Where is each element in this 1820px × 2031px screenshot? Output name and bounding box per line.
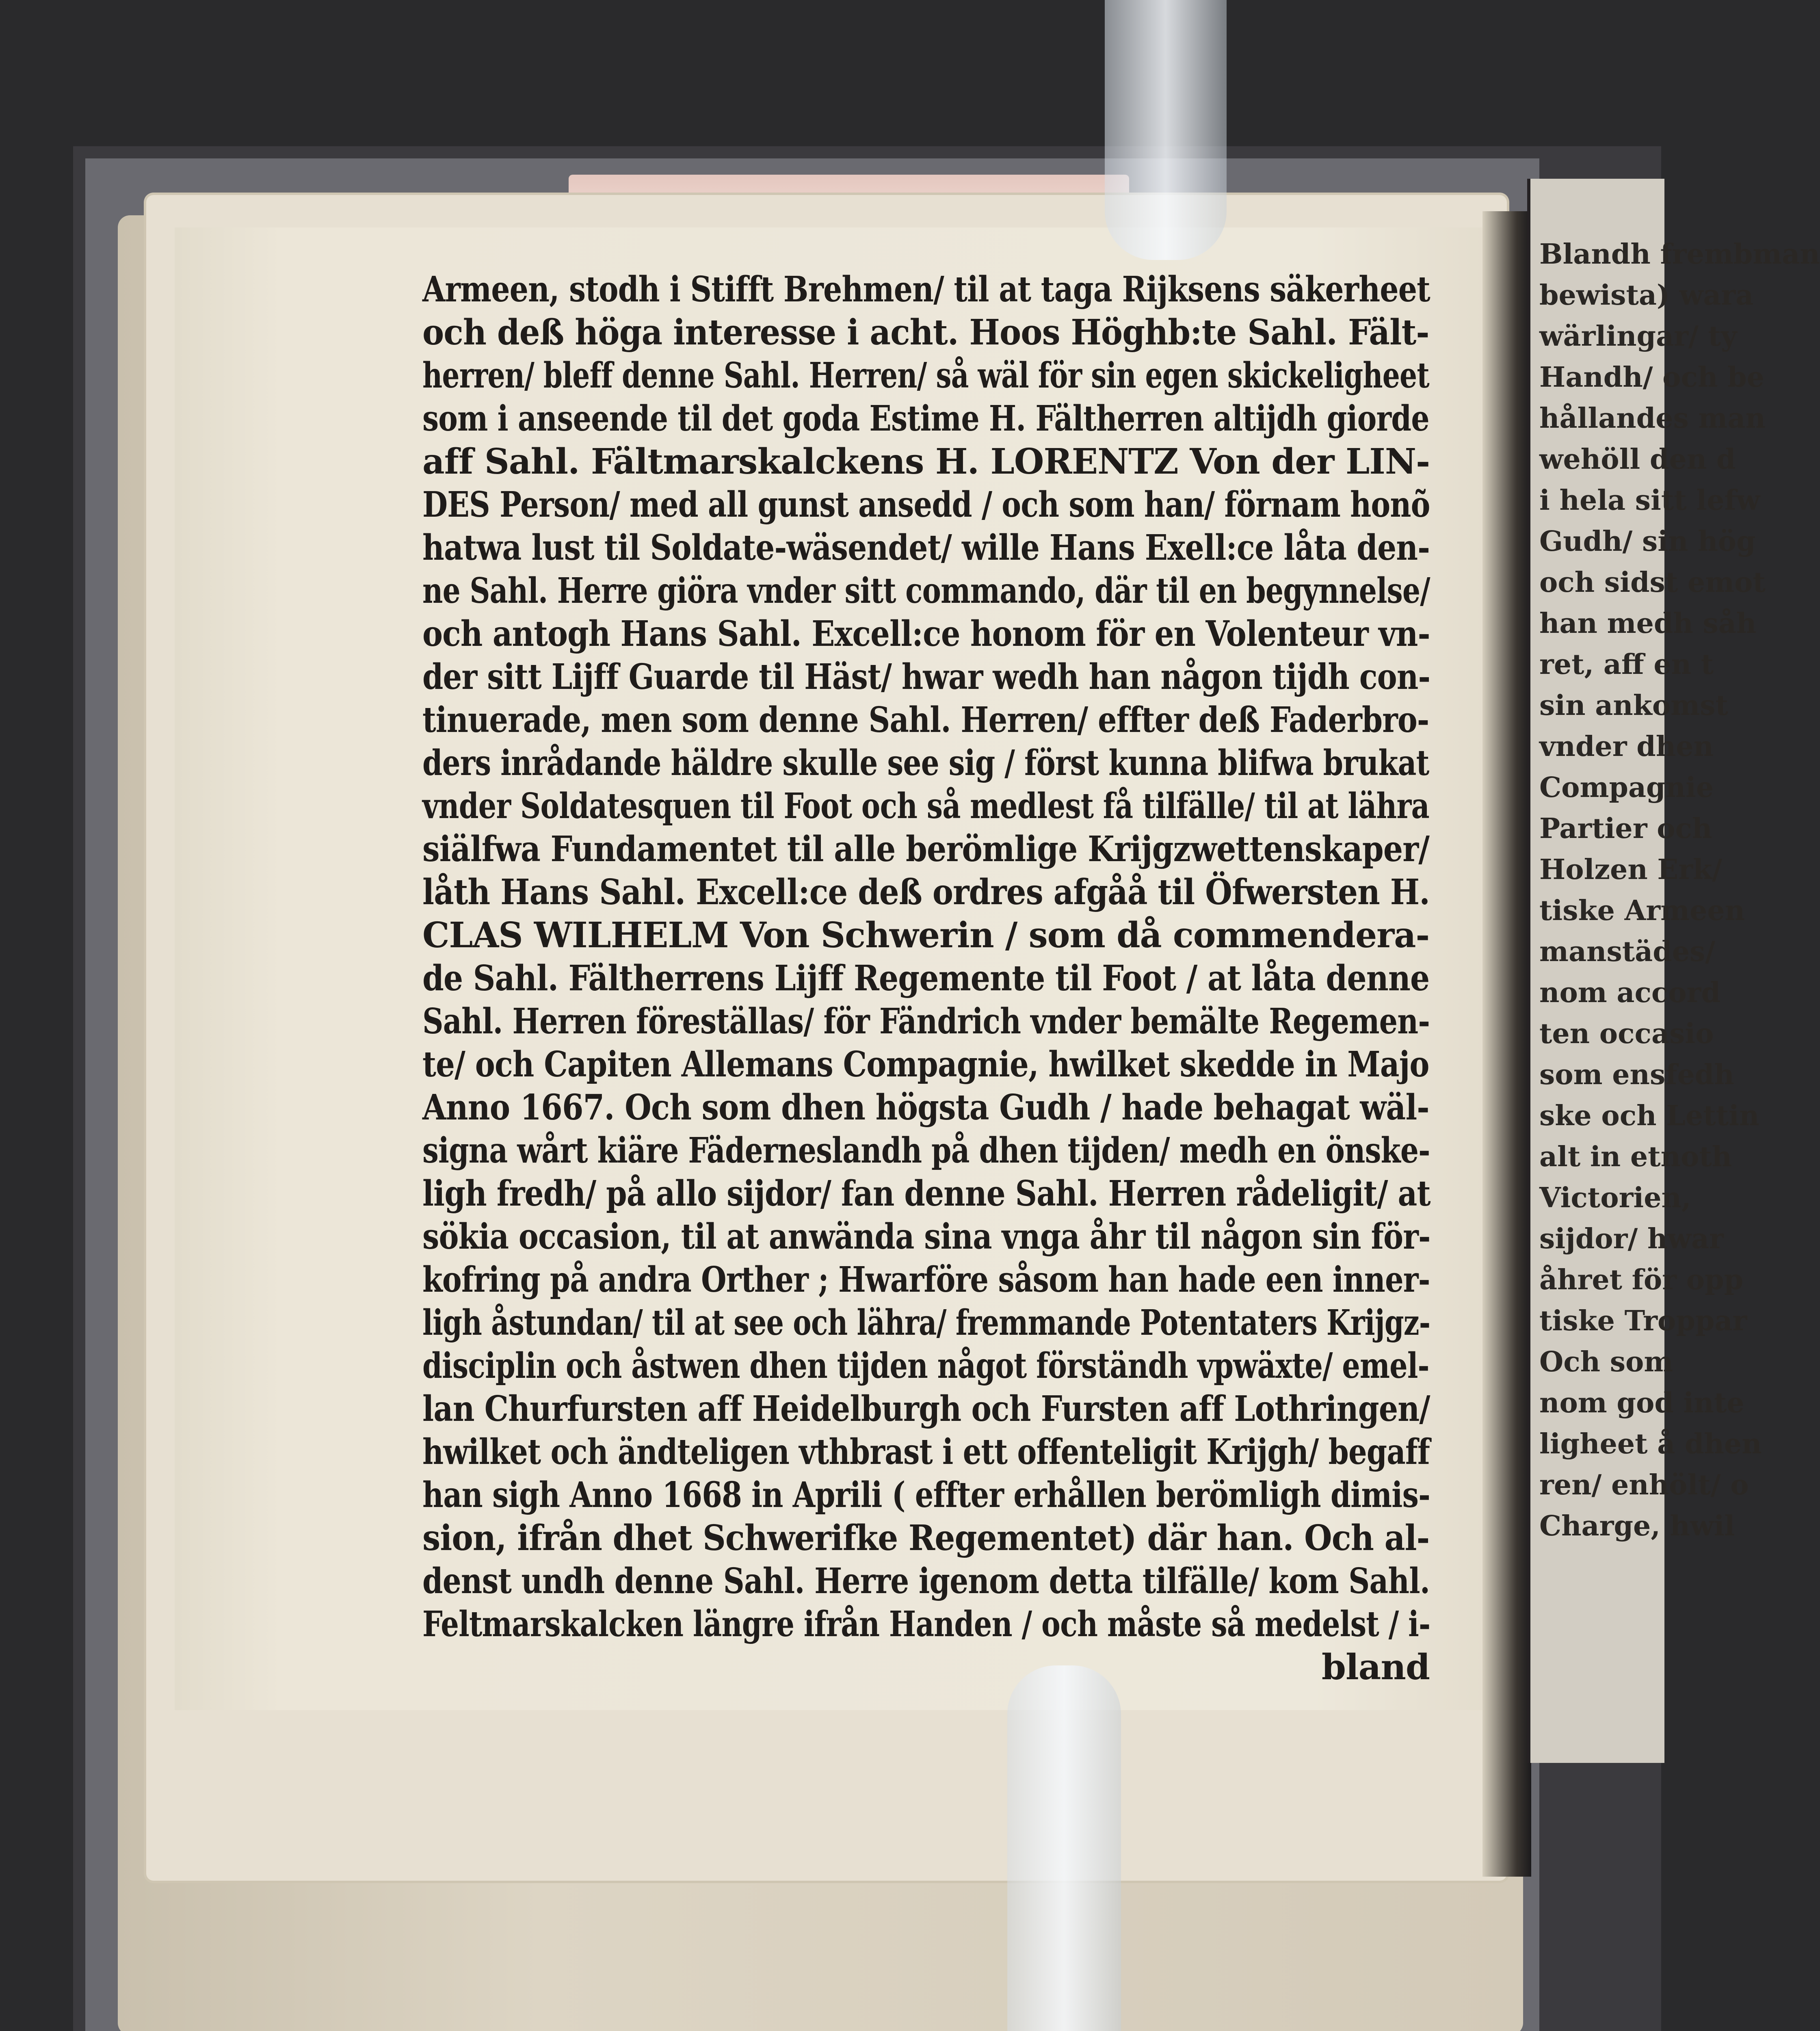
text-line: signa wårt kiäre Fäderneslandh på dhen tijden/ medh en önske- xyxy=(422,1130,1430,1171)
text-line: lan Churfursten aff Heidelburgh och Fursten aff Lothringen/ xyxy=(422,1388,1430,1429)
facing-text-line: manstädes/ xyxy=(1539,935,1716,968)
text-line: och deß höga interesse i acht. Hoos Höghb:te Sahl. Fält- xyxy=(422,312,1429,353)
facing-text-line: vnder dhen xyxy=(1539,730,1714,763)
facing-text-line: tiske Armeen xyxy=(1539,894,1745,927)
text-line: sökia occasion, til at anwända sina vnga åhr til någon sin för- xyxy=(422,1216,1430,1257)
text-line: denst undh denne Sahl. Herre igenom detta tilfälle/ kom Sahl. xyxy=(422,1561,1430,1602)
facing-text-line: nom accord xyxy=(1539,977,1721,1009)
facing-text-line: i hela sitt lefw xyxy=(1539,484,1760,517)
facing-text-line: tiske Troppar xyxy=(1539,1305,1747,1337)
text-line: kofring på andra Orther ; Hwarföre såsom han hade een inner- xyxy=(422,1259,1430,1300)
text-line: der sitt Lijff Guarde til Häst/ hwar wedh han någon tijdh con- xyxy=(422,656,1430,697)
facing-text-line: Compagnie xyxy=(1539,771,1714,804)
text-line: och antogh Hans Sahl. Excell:ce honom för en Volenteur vn- xyxy=(422,613,1430,654)
text-line: ne Sahl. Herre giöra vnder sitt commando, där til en begynnelse/ xyxy=(422,570,1430,611)
text-line: låth Hans Sahl. Excell:ce deß ordres afgåå til Öfwersten H. xyxy=(422,872,1430,913)
facing-text-line: som ensfedh xyxy=(1539,1059,1734,1091)
text-line: ligh åstundan/ til at see och lähra/ fremmande Potentaters Krijgz- xyxy=(422,1302,1430,1343)
text-line: Anno 1667. Och som dhen högsta Gudh / hade behagat wäl- xyxy=(422,1087,1429,1128)
facing-text-line: alt in etnoth xyxy=(1539,1141,1732,1173)
facing-text-line: hållandes man xyxy=(1539,402,1766,435)
text-line: sion, ifrån dhet Schwerifke Regementet) där han. Och al- xyxy=(422,1518,1430,1559)
text-line: bland xyxy=(1321,1647,1430,1688)
text-line: aff Sahl. Fältmarskalckens H. LORENTZ Von der LIN- xyxy=(422,441,1430,482)
facing-text-line: wärlingar/ ty xyxy=(1539,320,1737,353)
text-line: siälfwa Fundamentet til alle berömlige Krijgzwettenskaper/ xyxy=(422,829,1430,870)
facing-text-line: ren/ enhölt/ o xyxy=(1539,1469,1749,1501)
text-line: disciplin och åstwen dhen tijden något förständh vpwäxte/ emel- xyxy=(422,1345,1429,1386)
text-line: hatwa lust til Soldate-wäsendet/ wille Hans Exell:ce låta den- xyxy=(422,527,1430,568)
facing-text-line: ret, aff en t xyxy=(1539,648,1714,681)
text-line: herren/ bleff denne Sahl. Herren/ så wäl för sin egen skickeligheet xyxy=(422,355,1429,396)
facing-text-line: Gudh/ sin hög xyxy=(1539,525,1756,558)
facing-page-text xyxy=(1530,179,1820,1542)
facing-text-line: Charge, hwil xyxy=(1539,1510,1735,1542)
page-text xyxy=(422,268,1430,1689)
text-line: DES Person/ med all gunst ansedd / och som han/ förnam honõ xyxy=(422,484,1430,525)
text-line: hwilket och ändteligen vthbrast i ett offenteligit Krijgh/ begaff xyxy=(422,1431,1430,1472)
text-line: som i anseende til det goda Estime H. Fältherren altijdh giorde xyxy=(422,398,1429,439)
text-line: ligh fredh/ på allo sijdor/ fan denne Sahl. Herren rådeligit/ at xyxy=(422,1173,1430,1214)
facing-text-line: ten occasio xyxy=(1539,1018,1714,1050)
facing-text-line: wehöll den d xyxy=(1539,443,1736,476)
facing-text-line: Handh/ och be xyxy=(1539,361,1764,394)
facing-text-line: Holzen Erk/ xyxy=(1539,853,1723,886)
facing-text-line: Blandh frembman xyxy=(1539,238,1820,271)
facing-text-line: han medh såh xyxy=(1539,607,1757,640)
facing-text-line: Partier och xyxy=(1539,812,1712,845)
page-clip-top xyxy=(1105,0,1227,260)
facing-text-line: bewista) wara xyxy=(1539,279,1754,312)
facing-text-line: sin ankomst xyxy=(1539,689,1728,722)
facing-text-line: ske och Lettin xyxy=(1539,1100,1759,1132)
facing-text-line: Victorien, xyxy=(1539,1182,1691,1214)
text-line: te/ och Capiten Allemans Compagnie, hwilket skedde in Majo xyxy=(422,1044,1429,1085)
facing-text-line: åhret för opp xyxy=(1539,1264,1744,1296)
text-line: tinuerade, men som denne Sahl. Herren/ effter deß Faderbro- xyxy=(422,699,1429,741)
facing-text-line: och sidst emot xyxy=(1539,566,1766,599)
facing-text-line: sijdor/ hwar xyxy=(1539,1223,1724,1255)
facing-text-line: Och som xyxy=(1539,1346,1673,1378)
text-line: Sahl. Herren föreställas/ för Fändrich vnder bemälte Regemen- xyxy=(422,1001,1430,1042)
gutter xyxy=(1482,211,1531,1877)
page-clip-bottom xyxy=(1007,1665,1121,2031)
text-line: Feltmarskalcken längre ifrån Handen / och måste så medelst / i- xyxy=(422,1604,1430,1645)
text-line: ders inrådande häldre skulle see sig / först kunna blifwa brukat xyxy=(422,743,1429,784)
facing-text-line: ligheet å dhen xyxy=(1539,1428,1762,1460)
text-line: CLAS WILHELM Von Schwerin / som då commendera- xyxy=(422,915,1430,956)
text-line: Armeen, stodh i Stifft Brehmen/ til at taga Rijksens säkerheet xyxy=(422,269,1430,310)
facing-text-line: nom god inte xyxy=(1539,1387,1744,1419)
text-line: vnder Soldatesquen til Foot och så medlest få tilfälle/ til at lähra xyxy=(422,786,1429,827)
facing-page xyxy=(1527,179,1820,1763)
text-line: han sigh Anno 1668 in Aprili ( effter erhållen berömligh dimis- xyxy=(422,1475,1430,1516)
text-line: de Sahl. Fältherrens Lijff Regemente til Foot / at låta denne xyxy=(422,958,1430,999)
